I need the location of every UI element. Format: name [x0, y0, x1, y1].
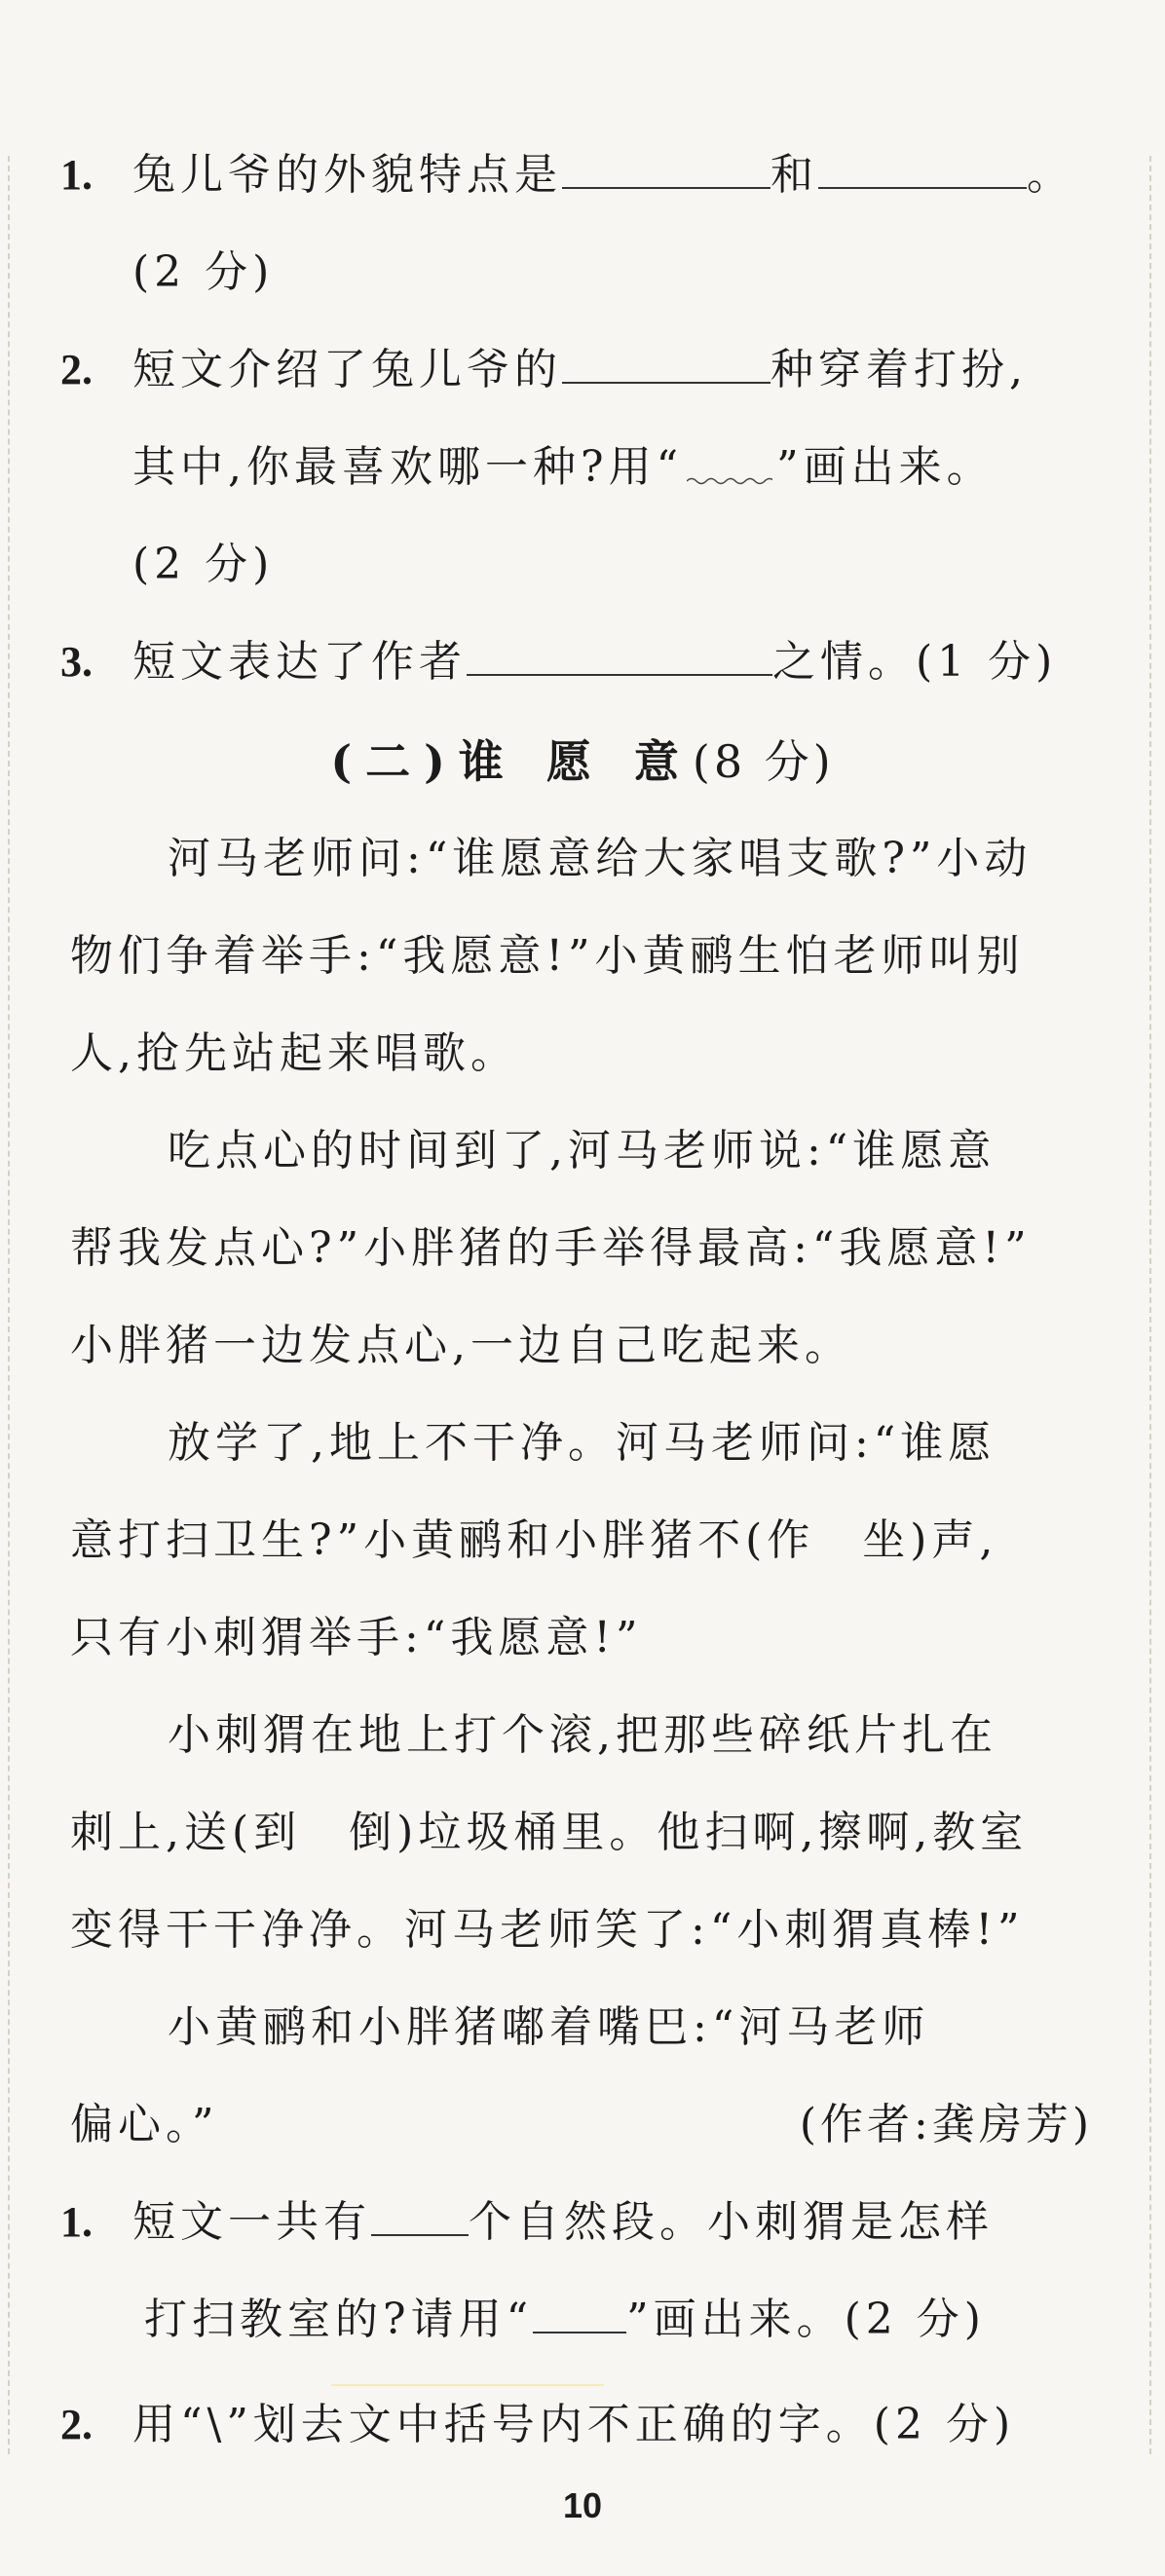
- faint-mark: [331, 2384, 604, 2386]
- question-number: 1.: [60, 151, 93, 199]
- question-text: 其中,你最喜欢哪一种?用“: [132, 442, 684, 492]
- question-text: 短文一共有: [132, 2197, 371, 2247]
- page-number: 10: [562, 2485, 603, 2525]
- author-credit: (作者:龚房芳): [799, 2100, 1093, 2149]
- answer-blank[interactable]: [562, 345, 770, 384]
- question-text: 和: [770, 150, 818, 200]
- question-number: 1.: [60, 2198, 93, 2246]
- question-text: 用“\”划去文中括号内不正确的字。(2 分): [132, 2400, 1016, 2449]
- question-text: 之情。(1 分): [772, 637, 1058, 687]
- question-text: 兔儿爷的外貌特点是: [132, 150, 562, 200]
- left-margin-rule: [8, 156, 10, 2454]
- points-label: (2 分): [132, 247, 275, 297]
- question-text: 种穿着打扮,: [770, 345, 1028, 394]
- question-text: ”画出来。: [776, 442, 995, 492]
- question-number: 2.: [60, 2401, 93, 2448]
- section-heading: [0, 732, 1165, 791]
- answer-blank[interactable]: [371, 2197, 469, 2236]
- answer-blank[interactable]: [818, 150, 1027, 189]
- points-label: (2 分): [132, 540, 275, 589]
- question-text: ”画出来。(2 分): [626, 2295, 986, 2344]
- answer-blank[interactable]: [467, 637, 772, 676]
- question-text: 打扫教室的?请用“: [144, 2295, 534, 2344]
- wavy-underline-mark: [683, 444, 776, 481]
- question-number: 2.: [60, 346, 93, 393]
- underline-mark: [533, 2295, 626, 2333]
- question-text: 。: [1027, 150, 1074, 200]
- question-text: 短文表达了作者: [132, 637, 467, 687]
- question-text: 短文介绍了兔儿爷的: [132, 345, 562, 394]
- answer-blank[interactable]: [562, 150, 770, 189]
- question-text: 个自然段。小刺猬是怎样: [469, 2197, 994, 2247]
- right-margin-rule: [1149, 156, 1151, 2454]
- question-number: 3.: [60, 638, 93, 686]
- section-title: (二)谁 愿 意: [330, 735, 693, 788]
- workbook-page: 1. 兔儿爷的外貌特点是 和 。 (2 分) 2. 短文介绍了兔儿爷的 种穿着打扮, 其中,你最喜欢哪一种?用“ ”画出来。 (2 分) 3. 短文表达了作者 之情。(1 分) (二)谁 愿 意(8 分) 河马老师问:“谁愿意给大家唱支歌?”小动 物们争着举手:“我愿意!”小黄鹂生怕老师叫别 人,抢先站起来唱歌。 吃点心的时间到了,河马老师说:“谁愿意 帮我发点心?”小胖猪的手举得最高:“我愿意!” 小胖猪一边发点心,一边自己吃起来。 放学了,地上不干净。河马老师问:“谁愿 意打扫卫生?”小黄鹂和小胖猪不(作 坐)声, 只有小刺猬举手:“我愿意!” 小刺猬在地上打个滚,把那些碎纸片扎在 刺上,送(到 倒)垃圾桶里。他扫啊,擦啊,教室 变得干干净净。河马老师笑了:“小刺猬真棒!” 小黄鹂和小胖猪嘟着嘴巴:“河马老师 偏心。” (作者:龚房芳) 1. 短文一共有 个自然段。小刺猬是怎样 打扫教室的?请用“ ”画出来。(2 分) 2. 用“\”划去文中括号内不正确的字。(2 分) 10: [0, 0, 1165, 2576]
- section-score: (8 分): [692, 735, 835, 788]
